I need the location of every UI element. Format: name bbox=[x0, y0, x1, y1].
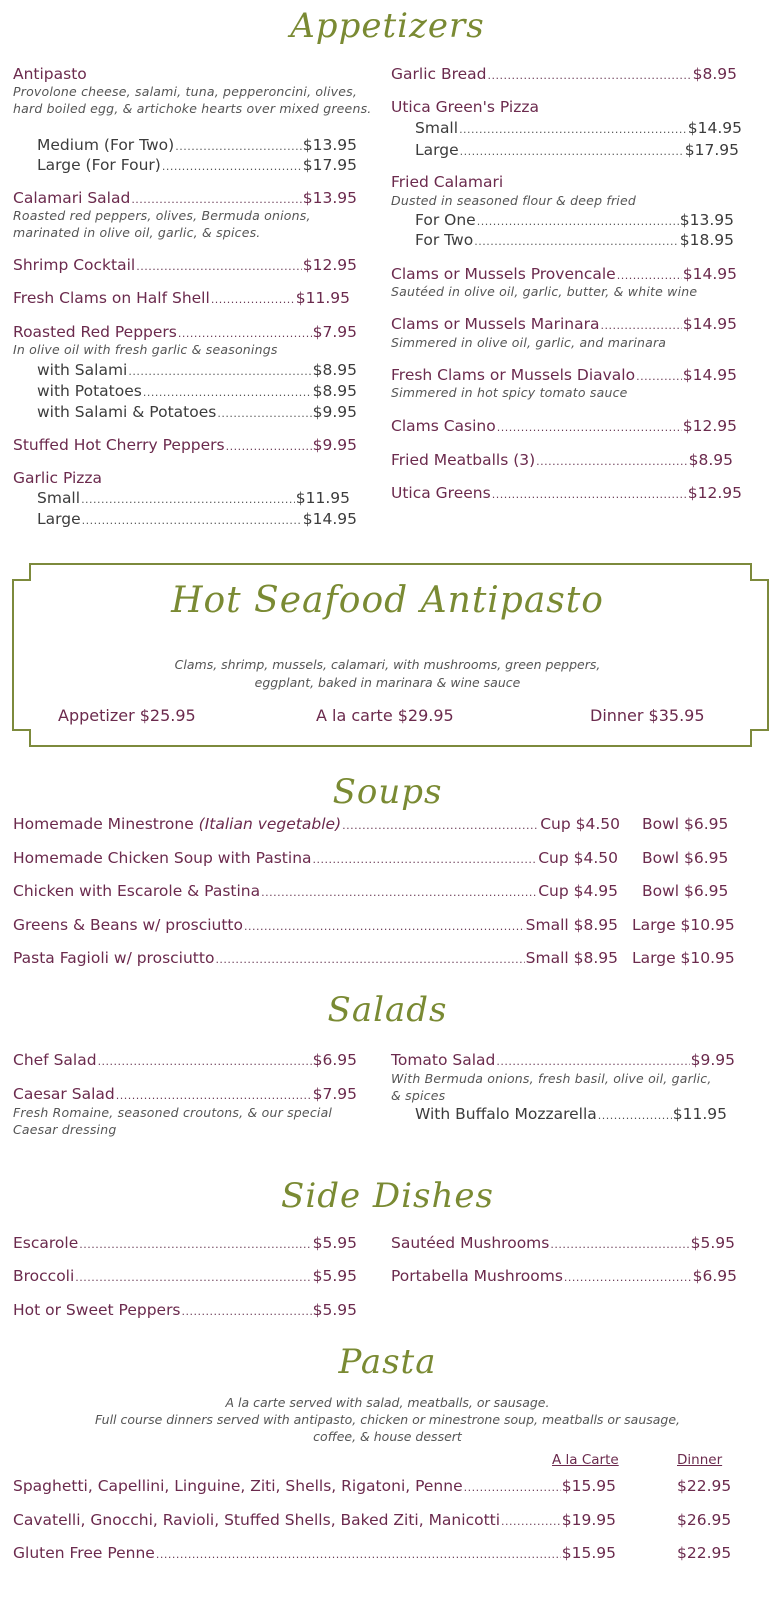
menu-item-price: $9.95 bbox=[312, 436, 357, 454]
dot-leader bbox=[459, 120, 687, 140]
dot-leader bbox=[156, 1545, 561, 1565]
menu-item-price: $5.95 bbox=[312, 1301, 357, 1319]
menu-option-row bbox=[37, 488, 350, 510]
pasta-name: Gluten Free Penne bbox=[13, 1544, 155, 1562]
menu-item-name: Clams or Mussels Provencale bbox=[391, 265, 616, 283]
soup-small-price: Small $8.95 bbox=[525, 916, 618, 934]
menu-item-row bbox=[13, 255, 357, 277]
pasta-dinner-price: $22.95 bbox=[677, 1477, 732, 1495]
soup-small-price: Cup $4.50 bbox=[540, 815, 620, 833]
dot-leader bbox=[175, 137, 302, 157]
menu-item-description: With Bermuda onions, fresh basil, olive oil, garlic, & spices bbox=[391, 1071, 712, 1103]
dot-leader bbox=[313, 850, 538, 870]
option-price: $11.95 bbox=[295, 489, 350, 507]
option-price: $11.95 bbox=[672, 1105, 727, 1123]
pasta-a-la-carte-price: $15.95 bbox=[561, 1544, 616, 1562]
menu-item-name: Fried Calamari bbox=[391, 173, 504, 191]
dot-leader bbox=[261, 883, 537, 903]
dot-leader bbox=[564, 1268, 692, 1288]
menu-item-price: $8.95 bbox=[688, 451, 733, 469]
menu-item-row bbox=[391, 416, 737, 438]
dot-leader bbox=[98, 1052, 312, 1072]
dot-leader bbox=[136, 257, 302, 277]
pasta-name: Cavatelli, Gnocchi, Ravioli, Stuffed Shells, Baked Ziti, Manicotti bbox=[13, 1511, 501, 1529]
menu-item-name: Garlic Bread bbox=[391, 65, 487, 83]
menu-item-name: Antipasto bbox=[13, 65, 87, 83]
menu-item-price: $13.95 bbox=[302, 189, 357, 207]
menu-item-price: $6.95 bbox=[692, 1267, 737, 1285]
soup-large-price: Bowl $6.95 bbox=[642, 849, 729, 867]
menu-item-name: Tomato Salad bbox=[391, 1051, 496, 1069]
dot-leader bbox=[550, 1235, 689, 1255]
soup-large-price: Large $10.95 bbox=[632, 949, 735, 967]
option-label: Large (For Four) bbox=[37, 156, 161, 174]
pasta-row bbox=[13, 1510, 616, 1532]
dot-leader bbox=[487, 66, 691, 86]
menu-item-row bbox=[391, 64, 737, 86]
option-label: with Salami bbox=[37, 361, 128, 379]
menu-item-name: Stuffed Hot Cherry Peppers bbox=[13, 436, 225, 454]
menu-item-price: $12.95 bbox=[687, 484, 742, 502]
dot-leader bbox=[598, 1106, 672, 1126]
dot-leader bbox=[82, 511, 302, 531]
menu-item-name: Caesar Salad bbox=[13, 1085, 115, 1103]
soup-large-price: Large $10.95 bbox=[632, 916, 735, 934]
option-label: Small bbox=[37, 489, 81, 507]
menu-item-price: $14.95 bbox=[682, 366, 737, 384]
soup-small-price: Cup $4.50 bbox=[538, 849, 618, 867]
dot-leader bbox=[600, 316, 681, 336]
dot-leader bbox=[460, 142, 684, 162]
option-label: With Buffalo Mozzarella bbox=[415, 1105, 597, 1123]
dot-leader bbox=[497, 418, 682, 438]
menu-item-name: Utica Green's Pizza bbox=[391, 98, 539, 116]
pasta-a-la-carte-price: $15.95 bbox=[561, 1477, 616, 1495]
pasta-heading: Pasta bbox=[338, 1342, 437, 1382]
menu-item-price: $5.95 bbox=[312, 1234, 357, 1252]
menu-item-description: Sautéed in olive oil, garlic, butter, & white wine bbox=[391, 284, 698, 299]
dot-leader bbox=[182, 1302, 312, 1322]
dot-leader bbox=[636, 367, 682, 387]
menu-option-row bbox=[37, 509, 357, 531]
pasta-col-dinner: Dinner bbox=[677, 1452, 723, 1468]
menu-item-name: Fresh Clams or Mussels Diavalo bbox=[391, 366, 636, 384]
dot-leader bbox=[162, 157, 302, 177]
soups-heading: Soups bbox=[332, 772, 443, 812]
menu-item-name: Broccoli bbox=[13, 1267, 75, 1285]
appetizers-heading: Appetizers bbox=[290, 6, 485, 46]
soup-small-price: Small $8.95 bbox=[525, 949, 618, 967]
salads-heading: Salads bbox=[327, 990, 448, 1030]
soup-large-price: Bowl $6.95 bbox=[642, 815, 729, 833]
soup-name: Pasta Fagioli w/ prosciutto bbox=[13, 949, 215, 967]
dot-leader bbox=[536, 452, 687, 472]
menu-item-row bbox=[391, 1050, 735, 1072]
menu-item-price: $5.95 bbox=[690, 1234, 735, 1252]
dot-leader bbox=[215, 950, 524, 970]
menu-item-name: Shrimp Cocktail bbox=[13, 256, 136, 274]
option-label: Medium (For Two) bbox=[37, 136, 175, 154]
dot-leader bbox=[474, 232, 679, 252]
menu-item-name: Escarole bbox=[13, 1234, 79, 1252]
menu-item-row bbox=[391, 483, 742, 505]
menu-item-price: $9.95 bbox=[690, 1051, 735, 1069]
pasta-a-la-carte-price: $19.95 bbox=[561, 1511, 616, 1529]
menu-item-name: Fresh Clams on Half Shell bbox=[13, 289, 210, 307]
option-label: For Two bbox=[415, 231, 474, 249]
menu-option-row bbox=[415, 1104, 727, 1126]
menu-option-row bbox=[37, 155, 357, 177]
menu-item-row bbox=[13, 1300, 357, 1322]
dot-leader bbox=[477, 212, 679, 232]
menu-item-row bbox=[391, 450, 733, 472]
soup-row bbox=[13, 814, 620, 836]
option-price: $9.95 bbox=[312, 403, 357, 421]
side-dishes-heading: Side Dishes bbox=[281, 1176, 494, 1216]
menu-item-name: Sautéed Mushrooms bbox=[391, 1234, 550, 1252]
option-label: with Potatoes bbox=[37, 382, 142, 400]
option-price: $18.95 bbox=[679, 231, 734, 249]
menu-item-row bbox=[13, 1233, 357, 1255]
soup-name: Homemade Minestrone (Italian vegetable) bbox=[13, 815, 342, 833]
dot-leader bbox=[492, 485, 687, 505]
menu-item-price: $8.95 bbox=[692, 65, 737, 83]
dot-leader bbox=[128, 362, 311, 382]
hot-seafood-appetizer-price: Appetizer $25.95 bbox=[58, 706, 196, 725]
menu-option-row bbox=[415, 210, 734, 232]
soup-large-price: Bowl $6.95 bbox=[642, 882, 729, 900]
menu-item-price: $5.95 bbox=[312, 1267, 357, 1285]
menu-item-price: $12.95 bbox=[302, 256, 357, 274]
menu-item-name: Calamari Salad bbox=[13, 189, 131, 207]
menu-item-price: $7.95 bbox=[312, 323, 357, 341]
menu-item-description: Roasted red peppers, olives, Bermuda onions, marinated in olive oil, garlic, & spices. bbox=[13, 208, 311, 240]
option-price: $14.95 bbox=[687, 119, 742, 137]
soup-small-price: Cup $4.95 bbox=[538, 882, 618, 900]
menu-item-name: Utica Greens bbox=[391, 484, 491, 502]
hot-seafood-heading: Hot Seafood Antipasto bbox=[171, 580, 604, 621]
soup-row bbox=[13, 948, 618, 970]
menu-option-row bbox=[37, 381, 357, 403]
option-price: $8.95 bbox=[312, 382, 357, 400]
pasta-dinner-price: $26.95 bbox=[677, 1511, 732, 1529]
hot-seafood-dinner-price: Dinner $35.95 bbox=[590, 706, 705, 725]
menu-item-description: Dusted in seasoned flour & deep fried bbox=[391, 193, 637, 208]
menu-item-row bbox=[13, 288, 350, 310]
menu-item-price: $6.95 bbox=[312, 1051, 357, 1069]
menu-item-row bbox=[391, 1266, 737, 1288]
menu-item-price: $11.95 bbox=[295, 289, 350, 307]
menu-item-name: Portabella Mushrooms bbox=[391, 1267, 563, 1285]
menu-item-row bbox=[13, 1084, 357, 1106]
menu-item-description: Provolone cheese, salami, tuna, pepperoncini, olives, hard boiled egg, & artichoke hearts over mixed greens. bbox=[13, 84, 372, 116]
menu-item-name: Roasted Red Peppers bbox=[13, 323, 177, 341]
dot-leader bbox=[75, 1268, 311, 1288]
option-price: $13.95 bbox=[302, 136, 357, 154]
dot-leader bbox=[143, 383, 312, 403]
pasta-name: Spaghetti, Capellini, Linguine, Ziti, Shells, Rigatoni, Penne bbox=[13, 1477, 463, 1495]
soup-name: Chicken with Escarole & Pastina bbox=[13, 882, 261, 900]
pasta-row bbox=[13, 1543, 616, 1565]
dot-leader bbox=[79, 1235, 311, 1255]
menu-item-price: $7.95 bbox=[312, 1085, 357, 1103]
menu-item-price: $12.95 bbox=[682, 417, 737, 435]
option-price: $14.95 bbox=[302, 510, 357, 528]
menu-item-row bbox=[13, 1050, 357, 1072]
dot-leader bbox=[501, 1512, 561, 1532]
menu-option-row bbox=[415, 230, 734, 252]
hot-seafood-a-la-carte-price: A la carte $29.95 bbox=[316, 706, 454, 725]
soup-row bbox=[13, 881, 618, 903]
option-price: $13.95 bbox=[679, 211, 734, 229]
dot-leader bbox=[217, 404, 311, 424]
pasta-col-a-la-carte: A la Carte bbox=[552, 1452, 619, 1468]
menu-option-row bbox=[415, 118, 742, 140]
menu-item-row bbox=[13, 1266, 357, 1288]
dot-leader bbox=[116, 1086, 312, 1106]
option-label: Large bbox=[415, 141, 459, 159]
menu-item-description: Simmered in olive oil, garlic, and marinara bbox=[391, 335, 667, 350]
menu-option-row bbox=[37, 135, 357, 157]
dot-leader bbox=[244, 917, 525, 937]
option-label: Large bbox=[37, 510, 81, 528]
menu-item-description: Simmered in hot spicy tomato sauce bbox=[391, 385, 628, 400]
pasta-note: A la carte served with salad, meatballs, or sausage. bbox=[225, 1395, 550, 1410]
option-price: $8.95 bbox=[312, 361, 357, 379]
soup-row bbox=[13, 915, 618, 937]
pasta-row bbox=[13, 1476, 616, 1498]
soup-name: Greens & Beans w/ prosciutto bbox=[13, 916, 243, 934]
soup-note: (Italian vegetable) bbox=[198, 815, 342, 833]
menu-item-price: $14.95 bbox=[682, 315, 737, 333]
option-price: $17.95 bbox=[302, 156, 357, 174]
soup-name: Homemade Chicken Soup with Pastina bbox=[13, 849, 312, 867]
soup-row bbox=[13, 848, 618, 870]
pasta-dinner-price: $22.95 bbox=[677, 1544, 732, 1562]
hot-seafood-description: Clams, shrimp, mussels, calamari, with mushrooms, green peppers, bbox=[174, 657, 601, 672]
menu-option-row bbox=[415, 140, 739, 162]
menu-item-name: Fried Meatballs (3) bbox=[391, 451, 536, 469]
dot-leader bbox=[496, 1052, 689, 1072]
menu-item-name: Clams or Mussels Marinara bbox=[391, 315, 600, 333]
menu-item-row bbox=[391, 1233, 735, 1255]
option-label: For One bbox=[415, 211, 476, 229]
menu-item-name: Hot or Sweet Peppers bbox=[13, 1301, 181, 1319]
menu-item-description: In olive oil with fresh garlic & seasonings bbox=[13, 342, 278, 357]
dot-leader bbox=[226, 437, 312, 457]
menu-option-row bbox=[37, 402, 357, 424]
pasta-note: coffee, & house dessert bbox=[313, 1429, 462, 1444]
option-price: $17.95 bbox=[684, 141, 739, 159]
dot-leader bbox=[81, 490, 295, 510]
menu-item-name: Chef Salad bbox=[13, 1051, 97, 1069]
menu-item-row bbox=[391, 314, 737, 336]
menu-item-name: Clams Casino bbox=[391, 417, 496, 435]
menu-option-row bbox=[37, 360, 357, 382]
pasta-note: Full course dinners served with antipasto, chicken or minestrone soup, meatballs or sausage, bbox=[94, 1412, 681, 1427]
dot-leader bbox=[464, 1478, 561, 1498]
dot-leader bbox=[342, 816, 539, 836]
option-label: with Salami & Potatoes bbox=[37, 403, 217, 421]
dot-leader bbox=[211, 290, 295, 310]
menu-item-price: $14.95 bbox=[682, 265, 737, 283]
menu-item-name: Garlic Pizza bbox=[13, 469, 103, 487]
menu-item-row bbox=[13, 435, 357, 457]
option-label: Small bbox=[415, 119, 459, 137]
menu-item-description: Fresh Romaine, seasoned croutons, & our special Caesar dressing bbox=[13, 1105, 333, 1137]
hot-seafood-description: eggplant, baked in marinara & wine sauce bbox=[254, 675, 521, 690]
